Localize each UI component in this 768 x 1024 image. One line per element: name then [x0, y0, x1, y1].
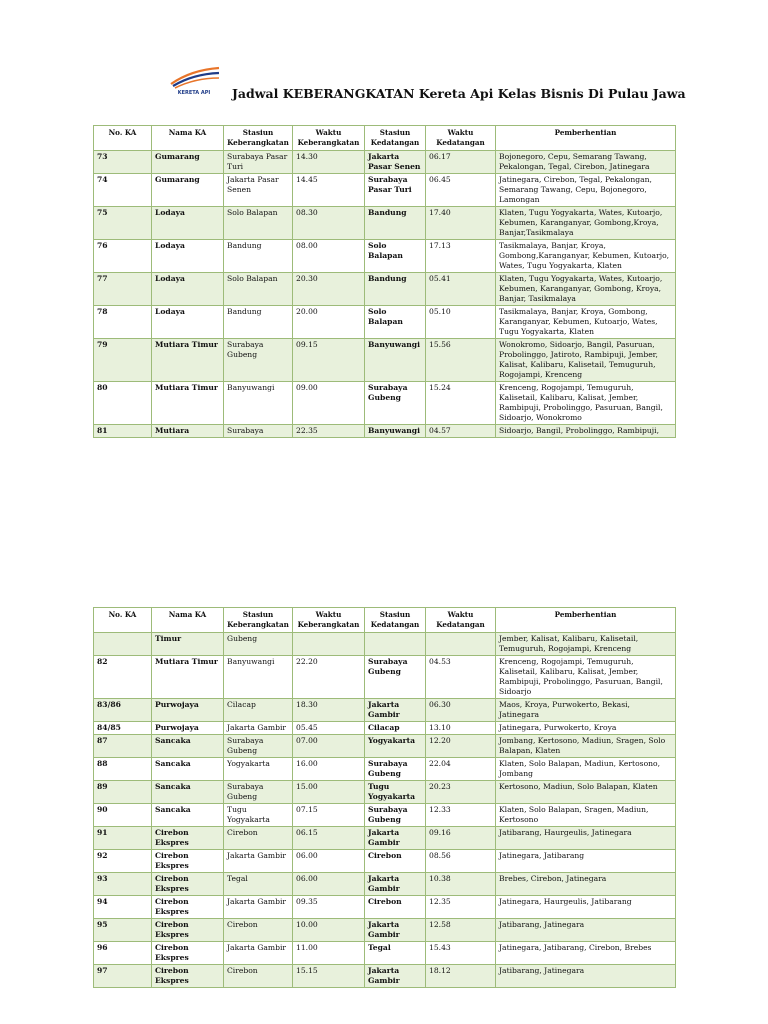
arrival-station-cell: Jakarta Gambir — [365, 873, 426, 896]
col-header: Stasiun Keberangkatan — [224, 608, 293, 633]
departure-time-cell: 06.00 — [293, 873, 365, 896]
arrival-station-cell: Jakarta Pasar Senen — [365, 151, 426, 174]
departure-station-cell: Jakarta Gambir — [224, 722, 293, 735]
train-number-cell: 97 — [94, 965, 152, 988]
train-number-cell: 75 — [94, 207, 152, 240]
schedule-table-2 — [93, 607, 676, 988]
arrival-station-cell: Surabaya Gubeng — [365, 758, 426, 781]
stops-cell: Jatinegara, Jatibarang, Cirebon, Brebes — [496, 942, 676, 965]
table-header-row — [94, 126, 676, 151]
stops-cell: Jombang, Kertosono, Madiun, Sragen, Solo Balapan, Klaten — [496, 735, 676, 758]
table-row — [94, 699, 676, 722]
train-name-cell: Timur — [152, 633, 224, 656]
train-number-cell — [94, 633, 152, 656]
stops-cell: Klaten, Solo Balapan, Sragen, Madiun, Kertosono — [496, 804, 676, 827]
train-name-cell: Mutiara Timur — [152, 656, 224, 699]
arrival-time-cell: 06.17 — [426, 151, 496, 174]
col-header: No. KA — [94, 608, 152, 633]
table-row — [94, 174, 676, 207]
arrival-time-cell — [426, 633, 496, 656]
departure-station-cell: Surabaya Gubeng — [224, 735, 293, 758]
kereta-api-logo — [163, 62, 225, 96]
stops-cell: Jatibarang, Jatinegara — [496, 965, 676, 988]
departure-station-cell: Banyuwangi — [224, 382, 293, 425]
arrival-time-cell: 04.53 — [426, 656, 496, 699]
departure-station-cell: Tugu Yogyakarta — [224, 804, 293, 827]
table-row — [94, 273, 676, 306]
departure-time-cell: 14.30 — [293, 151, 365, 174]
stops-cell: Tasikmalaya, Banjar, Kroya, Gombong, Karanganyar, Kebumen, Kutoarjo, Wates, Tugu Yogyakarta, Klaten — [496, 306, 676, 339]
departure-time-cell: 06.15 — [293, 827, 365, 850]
col-header: Waktu Keberangkatan — [293, 126, 365, 151]
train-number-cell: 88 — [94, 758, 152, 781]
arrival-time-cell: 06.45 — [426, 174, 496, 207]
arrival-station-cell: Bandung — [365, 273, 426, 306]
arrival-station-cell: Solo Balapan — [365, 240, 426, 273]
col-header: Pemberhentian — [496, 608, 676, 633]
stops-cell: Jatibarang, Jatinegara — [496, 919, 676, 942]
arrival-station-cell: Tegal — [365, 942, 426, 965]
table-row — [94, 827, 676, 850]
stops-cell: Wonokromo, Sidoarjo, Bangil, Pasuruan, Probolinggo, Jatiroto, Rambipuji, Jember, Kalisat, Kalibaru, Kalisetail, Temuguruh, Rogojampi, Krenceng — [496, 339, 676, 382]
table-row — [94, 151, 676, 174]
arrival-time-cell: 15.43 — [426, 942, 496, 965]
train-number-cell: 93 — [94, 873, 152, 896]
arrival-station-cell: Surabaya Pasar Turi — [365, 174, 426, 207]
table-row — [94, 965, 676, 988]
departure-time-cell: 08.00 — [293, 240, 365, 273]
schedule-table-1 — [93, 125, 676, 438]
arrival-time-cell: 15.56 — [426, 339, 496, 382]
col-header: Stasiun Kedatangan — [365, 608, 426, 633]
departure-time-cell: 22.20 — [293, 656, 365, 699]
stops-cell: Jatinegara, Jatibarang — [496, 850, 676, 873]
train-name-cell: Lodaya — [152, 306, 224, 339]
train-number-cell: 87 — [94, 735, 152, 758]
arrival-time-cell: 06.30 — [426, 699, 496, 722]
arrival-station-cell: Jakarta Gambir — [365, 965, 426, 988]
col-header: Waktu Kedatangan — [426, 126, 496, 151]
table-row — [94, 656, 676, 699]
table-header-row — [94, 608, 676, 633]
col-header: Stasiun Keberangkatan — [224, 126, 293, 151]
table-row — [94, 240, 676, 273]
departure-time-cell: 10.00 — [293, 919, 365, 942]
train-name-cell: Lodaya — [152, 273, 224, 306]
departure-station-cell: Bandung — [224, 306, 293, 339]
departure-time-cell: 20.30 — [293, 273, 365, 306]
departure-station-cell: Cirebon — [224, 827, 293, 850]
col-header: Pemberhentian — [496, 126, 676, 151]
departure-station-cell: Jakarta Gambir — [224, 850, 293, 873]
train-number-cell: 90 — [94, 804, 152, 827]
arrival-station-cell: Banyuwangi — [365, 339, 426, 382]
arrival-station-cell: Jakarta Gambir — [365, 827, 426, 850]
train-number-cell: 80 — [94, 382, 152, 425]
stops-cell: Klaten, Solo Balapan, Madiun, Kertosono, Jombang — [496, 758, 676, 781]
departure-time-cell: 09.35 — [293, 896, 365, 919]
train-number-cell: 77 — [94, 273, 152, 306]
arrival-station-cell: Tugu Yogyakarta — [365, 781, 426, 804]
arrival-station-cell: Jakarta Gambir — [365, 919, 426, 942]
arrival-time-cell: 17.13 — [426, 240, 496, 273]
departure-station-cell: Solo Balapan — [224, 207, 293, 240]
arrival-station-cell: Cilacap — [365, 722, 426, 735]
train-name-cell: Cirebon Ekspres — [152, 896, 224, 919]
arrival-time-cell: 20.23 — [426, 781, 496, 804]
departure-station-cell: Jakarta Pasar Senen — [224, 174, 293, 207]
stops-cell: Klaten, Tugu Yogyakarta, Wates, Kutoarjo, Kebumen, Karanganyar, Gombong,Kroya, Banjar,Tasikmalaya — [496, 207, 676, 240]
train-name-cell: Sancaka — [152, 735, 224, 758]
departure-station-cell: Banyuwangi — [224, 656, 293, 699]
train-name-cell: Cirebon Ekspres — [152, 827, 224, 850]
train-number-cell: 82 — [94, 656, 152, 699]
arrival-time-cell: 12.33 — [426, 804, 496, 827]
departure-station-cell: Cirebon — [224, 919, 293, 942]
table-row — [94, 873, 676, 896]
departure-time-cell: 18.30 — [293, 699, 365, 722]
stops-cell: Jatinegara, Cirebon, Tegal, Pekalongan, Semarang Tawang, Cepu, Bojonegoro, Lamongan — [496, 174, 676, 207]
departure-station-cell: Jakarta Gambir — [224, 896, 293, 919]
stops-cell: Maos, Kroya, Purwokerto, Bekasi, Jatinegara — [496, 699, 676, 722]
arrival-station-cell: Yogyakarta — [365, 735, 426, 758]
arrival-station-cell: Cirebon — [365, 896, 426, 919]
arrival-time-cell: 10.38 — [426, 873, 496, 896]
departure-time-cell: 14.45 — [293, 174, 365, 207]
train-name-cell: Mutiara — [152, 425, 224, 438]
table-row — [94, 781, 676, 804]
table-row — [94, 942, 676, 965]
train-name-cell: Cirebon Ekspres — [152, 942, 224, 965]
train-name-cell: Lodaya — [152, 207, 224, 240]
arrival-time-cell: 15.24 — [426, 382, 496, 425]
departure-time-cell: 06.00 — [293, 850, 365, 873]
col-header: No. KA — [94, 126, 152, 151]
arrival-station-cell: Banyuwangi — [365, 425, 426, 438]
train-number-cell: 84/85 — [94, 722, 152, 735]
train-name-cell: Cirebon Ekspres — [152, 919, 224, 942]
table-row — [94, 850, 676, 873]
train-number-cell: 96 — [94, 942, 152, 965]
departure-time-cell: 07.00 — [293, 735, 365, 758]
stops-cell: Tasikmalaya, Banjar, Kroya, Gombong,Karanganyar, Kebumen, Kutoarjo, Wates, Tugu Yogyakarta, Klaten — [496, 240, 676, 273]
stops-cell: Sidoarjo, Bangil, Probolinggo, Rambipuji, — [496, 425, 676, 438]
arrival-time-cell: 04.57 — [426, 425, 496, 438]
stops-cell: Krenceng, Rogojampi, Temuguruh, Kalisetail, Kalibaru, Kalisat, Jember, Rambipuji, Probolinggo, Pasuruan, Bangil, Sidoarjo, Wonokromo — [496, 382, 676, 425]
departure-time-cell: 20.00 — [293, 306, 365, 339]
departure-station-cell: Solo Balapan — [224, 273, 293, 306]
arrival-station-cell: Solo Balapan — [365, 306, 426, 339]
stops-cell: Kertosono, Madiun, Solo Balapan, Klaten — [496, 781, 676, 804]
train-number-cell: 94 — [94, 896, 152, 919]
train-number-cell: 81 — [94, 425, 152, 438]
table-row — [94, 207, 676, 240]
arrival-time-cell: 17.40 — [426, 207, 496, 240]
table-row — [94, 896, 676, 919]
table-row — [94, 722, 676, 735]
departure-time-cell — [293, 633, 365, 656]
departure-time-cell: 05.45 — [293, 722, 365, 735]
stops-cell: Jatibarang, Haurgeulis, Jatinegara — [496, 827, 676, 850]
departure-time-cell: 15.15 — [293, 965, 365, 988]
train-name-cell: Mutiara Timur — [152, 382, 224, 425]
table-row — [94, 339, 676, 382]
arrival-time-cell: 09.16 — [426, 827, 496, 850]
departure-station-cell: Surabaya — [224, 425, 293, 438]
table-row — [94, 735, 676, 758]
departure-time-cell: 11.00 — [293, 942, 365, 965]
train-name-cell: Gumarang — [152, 151, 224, 174]
arrival-time-cell: 12.20 — [426, 735, 496, 758]
departure-time-cell: 07.15 — [293, 804, 365, 827]
page-title: Jadwal KEBERANGKATAN Kereta Api Kelas Bisnis Di Pulau Jawa — [232, 86, 686, 101]
departure-time-cell: 15.00 — [293, 781, 365, 804]
col-header: Nama KA — [152, 126, 224, 151]
arrival-station-cell: Cirebon — [365, 850, 426, 873]
stops-cell: Jatinegara, Purwokerto, Kroya — [496, 722, 676, 735]
train-name-cell: Cirebon Ekspres — [152, 850, 224, 873]
departure-station-cell: Cirebon — [224, 965, 293, 988]
arrival-time-cell: 13.10 — [426, 722, 496, 735]
table-row — [94, 425, 676, 438]
train-number-cell: 74 — [94, 174, 152, 207]
arrival-station-cell: Jakarta Gambir — [365, 699, 426, 722]
train-number-cell: 73 — [94, 151, 152, 174]
train-number-cell: 91 — [94, 827, 152, 850]
train-name-cell: Sancaka — [152, 804, 224, 827]
departure-station-cell: Jakarta Gambir — [224, 942, 293, 965]
departure-time-cell: 09.00 — [293, 382, 365, 425]
train-number-cell: 83/86 — [94, 699, 152, 722]
table-row — [94, 804, 676, 827]
departure-time-cell: 16.00 — [293, 758, 365, 781]
arrival-time-cell: 18.12 — [426, 965, 496, 988]
arrival-station-cell: Surabaya Gubeng — [365, 382, 426, 425]
train-number-cell: 78 — [94, 306, 152, 339]
departure-station-cell: Surabaya Gubeng — [224, 339, 293, 382]
train-name-cell: Mutiara Timur — [152, 339, 224, 382]
col-header: Waktu Keberangkatan — [293, 608, 365, 633]
departure-station-cell: Gubeng — [224, 633, 293, 656]
arrival-time-cell: 22.04 — [426, 758, 496, 781]
train-number-cell: 89 — [94, 781, 152, 804]
table-row — [94, 633, 676, 656]
departure-station-cell: Cilacap — [224, 699, 293, 722]
stops-cell: Jember, Kalisat, Kalibaru, Kalisetail, Temuguruh, Rogojampi, Krenceng — [496, 633, 676, 656]
departure-time-cell: 09.15 — [293, 339, 365, 382]
table-row — [94, 758, 676, 781]
train-name-cell: Sancaka — [152, 758, 224, 781]
arrival-time-cell: 05.41 — [426, 273, 496, 306]
departure-station-cell: Surabaya Pasar Turi — [224, 151, 293, 174]
train-name-cell: Gumarang — [152, 174, 224, 207]
train-number-cell: 92 — [94, 850, 152, 873]
col-header: Nama KA — [152, 608, 224, 633]
departure-time-cell: 08.30 — [293, 207, 365, 240]
arrival-station-cell: Surabaya Gubeng — [365, 804, 426, 827]
arrival-station-cell — [365, 633, 426, 656]
train-number-cell: 95 — [94, 919, 152, 942]
stops-cell: Brebes, Cirebon, Jatinegara — [496, 873, 676, 896]
train-name-cell: Cirebon Ekspres — [152, 965, 224, 988]
train-number-cell: 76 — [94, 240, 152, 273]
arrival-time-cell: 05.10 — [426, 306, 496, 339]
departure-time-cell: 22.35 — [293, 425, 365, 438]
departure-station-cell: Bandung — [224, 240, 293, 273]
stops-cell: Bojonegoro, Cepu, Semarang Tawang, Pekalongan, Tegal, Cirebon, Jatinegara — [496, 151, 676, 174]
table-row — [94, 382, 676, 425]
table-row — [94, 306, 676, 339]
train-name-cell: Sancaka — [152, 781, 224, 804]
col-header: Stasiun Kedatangan — [365, 126, 426, 151]
arrival-time-cell: 08.56 — [426, 850, 496, 873]
train-number-cell: 79 — [94, 339, 152, 382]
stops-cell: Klaten, Tugu Yogyakarta, Wates, Kutoarjo, Kebumen, Karanganyar, Gombong, Kroya, Banjar, Tasikmalaya — [496, 273, 676, 306]
arrival-time-cell: 12.35 — [426, 896, 496, 919]
train-name-cell: Cirebon Ekspres — [152, 873, 224, 896]
departure-station-cell: Surabaya Gubeng — [224, 781, 293, 804]
departure-station-cell: Tegal — [224, 873, 293, 896]
stops-cell: Krenceng, Rogojampi, Temuguruh, Kalisetail, Kalibaru, Kalisat, Jember, Rambipuji, Probolinggo, Pasuruan, Bangil, Sidoarjo — [496, 656, 676, 699]
departure-station-cell: Yogyakarta — [224, 758, 293, 781]
stops-cell: Jatinegara, Haurgeulis, Jatibarang — [496, 896, 676, 919]
arrival-station-cell: Bandung — [365, 207, 426, 240]
train-name-cell: Lodaya — [152, 240, 224, 273]
col-header: Waktu Kedatangan — [426, 608, 496, 633]
arrival-station-cell: Surabaya Gubeng — [365, 656, 426, 699]
table-row — [94, 919, 676, 942]
train-name-cell: Purwojaya — [152, 722, 224, 735]
arrival-time-cell: 12.58 — [426, 919, 496, 942]
logo-text: KERETA API — [177, 90, 211, 96]
train-name-cell: Purwojaya — [152, 699, 224, 722]
